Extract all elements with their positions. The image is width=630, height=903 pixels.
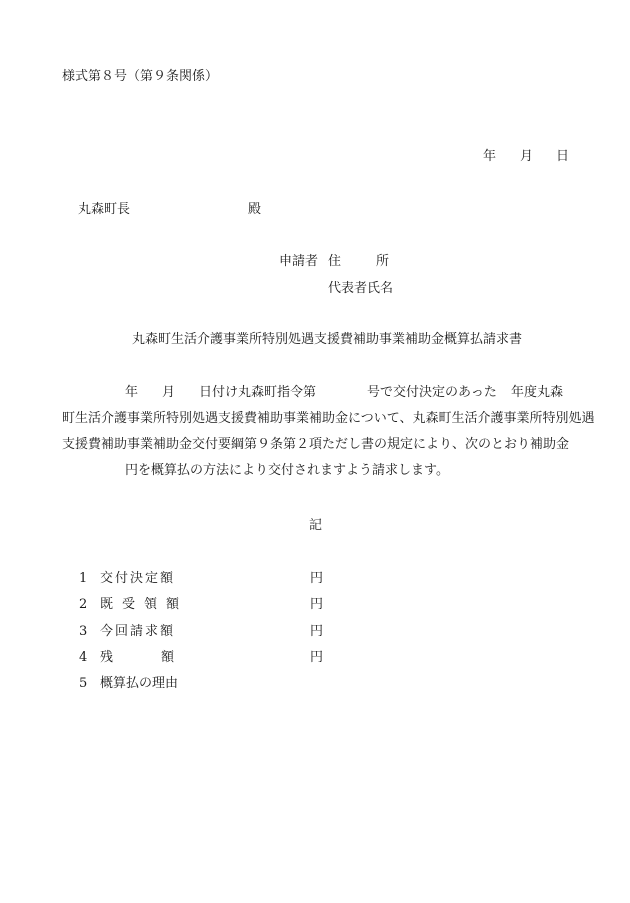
- item-label: 交付決定額: [100, 571, 176, 586]
- form-id: 様式第８号（第９条関係）: [62, 69, 219, 84]
- item-unit: 円: [310, 571, 324, 586]
- body-fiscal-year: 年度丸森: [511, 385, 564, 400]
- body-line-3: 支援費補助事業補助金交付要綱第９条第２項ただし書の規定により、次のとおり補助金: [62, 437, 570, 452]
- document-title: 丸森町生活介護事業所特別処遇支援費補助事業補助金概算払請求書: [132, 332, 523, 347]
- body-year: 年: [125, 385, 139, 400]
- item-label: 概算払の理由: [100, 676, 179, 691]
- body-number: 号で交付決定のあった: [367, 385, 497, 400]
- applicant-label: 申請者: [279, 254, 319, 269]
- body-directive: 日付け丸森町指令第: [199, 385, 317, 400]
- date-year: 年: [483, 149, 497, 164]
- applicant-address-label: 住 所: [328, 254, 393, 269]
- date-day: 日: [556, 149, 570, 164]
- item-unit: 円: [310, 624, 324, 639]
- applicant-representative-label: 代表者氏名: [328, 281, 394, 296]
- item-label: 残額: [100, 650, 223, 665]
- item-number: 1: [79, 571, 88, 586]
- addressee-name: 丸森町長: [78, 202, 131, 217]
- item-unit: 円: [310, 650, 324, 665]
- item-unit: 円: [310, 597, 324, 612]
- item-number: 2: [79, 597, 88, 612]
- body-line-4: 円を概算払の方法により交付されますよう請求します。: [125, 463, 449, 478]
- item-label: 今回請求額: [100, 624, 176, 639]
- date-month: 月: [520, 149, 534, 164]
- item-number: 5: [79, 676, 88, 691]
- item-label: 既受領額: [100, 597, 189, 612]
- ki-heading: 記: [309, 518, 323, 533]
- item-number: 4: [79, 650, 88, 665]
- item-number: 3: [79, 624, 88, 639]
- body-month: 月: [162, 385, 176, 400]
- body-line-2: 町生活介護事業所特別処遇支援費補助事業補助金について、丸森町生活介護事業所特別処遇: [62, 411, 595, 426]
- addressee-honorific: 殿: [248, 202, 262, 217]
